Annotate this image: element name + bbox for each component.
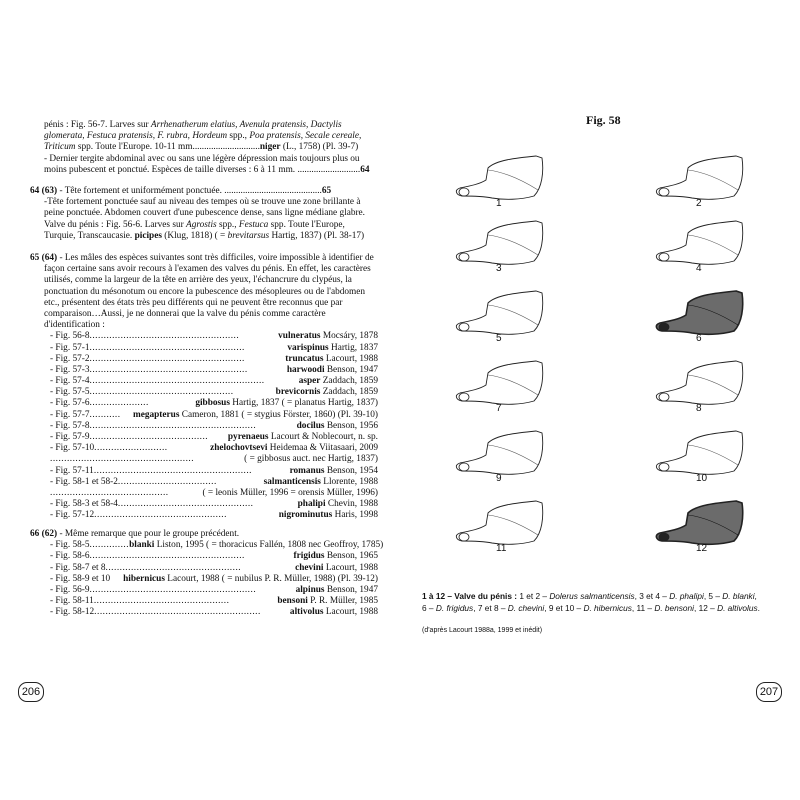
species-entry [30, 499, 378, 510]
text-line: moins pubescent et ponctué. Espèces de taille diverses : 6 à 11 mm. ...........................64 [44, 164, 370, 175]
species-epithet: salmanticensis [263, 476, 321, 487]
figure-number: 6 [696, 333, 702, 344]
species-epithet: harwoodi [286, 364, 325, 375]
leader-dots: ................................................... [89, 387, 234, 398]
species-epithet: nigrominutus [278, 510, 333, 521]
text-line: -Tête fortement ponctuée sauf au niveau des tempes où se trouve une zone brillante à [44, 197, 361, 208]
species-name [295, 563, 378, 574]
text-line: - Dernier tergite abdominal avec ou sans une légère dépression mais toujours plus ou [44, 153, 360, 164]
figure-ref: - Fig. 58-5 [50, 540, 90, 551]
species-entry [30, 354, 378, 365]
species-entry [30, 398, 378, 409]
species-authority: Benson, 1954 [324, 465, 378, 476]
species-entry [30, 365, 378, 376]
species-epithet: bensoni [277, 596, 308, 607]
leader-dots: ........... [89, 409, 121, 420]
species-epithet: pyrenaeus [227, 432, 269, 442]
figure-number: 8 [696, 403, 702, 414]
species-entry [30, 596, 378, 607]
valve-outline [656, 431, 742, 474]
leader-dots: ................................................ [117, 499, 254, 510]
species-entry [30, 477, 378, 488]
species-epithet: megapterus [132, 409, 180, 420]
valve-base [459, 253, 469, 261]
species-name [285, 354, 378, 365]
species-authority: Cameron, 1881 ( = stygius Förster, 1860) (Pl. 39-10) [179, 409, 378, 420]
species-authority: Llorente, 1988 [320, 476, 378, 487]
text-line: etc., présentent des états très peu différents qui ne peuvent être reconnus que par [44, 297, 343, 308]
species-epithet: alpinus [295, 584, 325, 595]
valve-base [459, 463, 469, 471]
leader-dots: ............................................... [94, 510, 227, 521]
species-name [296, 585, 378, 596]
leader-dots: .......................................... [89, 432, 209, 442]
valve-outline [656, 221, 742, 264]
figure-ref: - Fig. 57-3 [50, 364, 90, 375]
intro-block [30, 120, 378, 176]
species-entry [30, 410, 378, 421]
species-name [287, 365, 378, 376]
figure-ref: - Fig. 58-6 [50, 551, 90, 562]
valve-outline [456, 291, 542, 334]
species-name [133, 410, 378, 421]
text-line: ponctuation du mésonotum ou encore la pubescence des mésopleures ou de l'abdomen [44, 286, 366, 297]
figure-ref: - Fig. 58-1 et 58-2 [50, 476, 118, 487]
species-epithet: brevicornis [275, 387, 321, 398]
species-epithet: romanus [289, 465, 325, 476]
page-number: 207 [756, 682, 782, 702]
text-line: façon certaine sans avoir recours à l'examen des valves du pénis. En effet, les caractères [44, 264, 371, 275]
species-entry [30, 551, 378, 562]
leader-dots: ..................... [89, 398, 149, 409]
figure-ref: - Fig. 57-6 [50, 398, 90, 409]
couplet-65 [30, 253, 378, 522]
species-entry [30, 574, 378, 585]
species-authority: Benson, 1965 [324, 551, 378, 562]
species-authority: Heidemaa & Viitasaari, 2009 [267, 443, 378, 454]
species-epithet: varispinus [287, 342, 329, 353]
valve-inner-line [688, 445, 738, 465]
figure-ref: - Fig. 57-12 [50, 510, 95, 521]
valve-outline [456, 431, 542, 474]
figure-ref: - Fig. 56-8 [50, 331, 90, 342]
species-entry [30, 510, 378, 521]
species-name [277, 596, 378, 607]
figure-ref: - Fig. 57-2 [50, 353, 90, 364]
species-epithet: gibbosus [195, 398, 230, 409]
species-epithet: chevini [295, 562, 324, 573]
figure-credit: (d'après Lacourt 1988a, 1999 et inédit) [422, 627, 543, 634]
text-line: Triticum spp. Toute l'Europe. 10-11 mm.............................niger (L., 1758) (Pl. 39-7) [44, 142, 359, 153]
figure-ref: - Fig. 57-7 [50, 409, 90, 420]
species-authority: ( = gibbosus auct. nec Hartig, 1837) [244, 454, 378, 465]
figure-ref: - Fig. 57-1 [50, 342, 90, 353]
valve-outline [656, 361, 742, 404]
leader-dots: ........................................................... [94, 607, 261, 618]
couplet-64 [30, 186, 378, 242]
valve-outline [656, 156, 742, 199]
species-entry [30, 331, 378, 342]
species-entry [30, 540, 384, 551]
valve-outline [456, 361, 542, 404]
couplet-heading: 64 (63) - Tête fortement et uniformément ponctuée. ..........................................65 [30, 186, 332, 196]
figure-number: 11 [496, 543, 507, 554]
valve-outline [456, 221, 542, 264]
figure-number: 9 [496, 473, 502, 484]
valve-base [659, 533, 669, 541]
species-name [297, 421, 378, 432]
valve-inner-line [688, 235, 738, 255]
species-authority: Lacourt, 1988 [323, 607, 378, 618]
species-name [123, 574, 378, 585]
valve-base [659, 323, 669, 331]
species-authority: P. R. Müller, 1985 [307, 596, 378, 607]
species-authority: Zaddach, 1859 [320, 387, 378, 398]
species-authority: Lacourt & Noblecourt, n. sp. [268, 432, 378, 442]
figure-ref: - Fig. 57-11 [50, 465, 94, 476]
valve-base [659, 253, 669, 261]
species-entry [30, 563, 378, 574]
figure-title: Fig. 58 [586, 113, 621, 127]
species-entry [30, 585, 378, 596]
species-epithet: frigidus [293, 551, 325, 562]
species-epithet: truncatus [285, 353, 324, 364]
species-authority: Liston, 1995 ( = thoracicus Fallén, 1808 nec Geoffroy, 1785) [154, 540, 384, 551]
species-entry [30, 466, 378, 477]
valve-outline [656, 501, 742, 544]
species-name [244, 454, 378, 465]
species-name [264, 477, 378, 488]
leader-dots: ................................................ [93, 596, 230, 607]
species-epithet: asper [298, 376, 321, 387]
valve-inner-line [688, 170, 738, 190]
caption-line: 1 à 12 – Valve du pénis : 1 et 2 – Dolerus salmanticensis, 3 et 4 – D. phalipi, 5 – D. blanki, [422, 591, 757, 601]
valve-base [659, 393, 669, 401]
leader-dots: ................................................ [105, 562, 242, 573]
figure-ref: - Fig. 57-5 [50, 387, 90, 398]
figure-number: 3 [496, 263, 502, 274]
text-line: glomerata, Festuca pratensis, F. rubra, Hordeum spp., Poa pratensis, Secale cereale, [44, 131, 362, 142]
species-epithet: altivolus [289, 607, 324, 618]
text-line: pénis : Fig. 56-7. Larves sur Arrhenatherum elatius, Avenula pratensis, Dactylis [44, 120, 342, 130]
caption-line: 6 – D. frigidus, 7 et 8 – D. chevini, 9 et 10 – D. hibernicus, 11 – D. bensoni, 12 – D. altivolus. [422, 603, 760, 613]
figure-ref: - Fig. 58-7 et 8 [50, 562, 106, 573]
valve-inner-line [488, 235, 538, 255]
species-epithet: vulneratus [278, 331, 321, 342]
species-authority: Haris, 1998 [332, 510, 378, 521]
valve-outline [456, 501, 542, 544]
valve-base [459, 323, 469, 331]
leader-dots: ................................... [117, 476, 217, 487]
species-name [195, 398, 378, 409]
figure-ref: - Fig. 58-9 et 10 [50, 573, 111, 584]
species-authority: Hartig, 1837 [328, 342, 378, 353]
figure-ref: - Fig. 57-8 [50, 420, 90, 431]
couplet-heading: 66 (62) - Même remarque que pour le groupe précédent. [30, 529, 240, 539]
leader-dots: ........................................................... [89, 420, 257, 431]
valve-base [659, 188, 669, 196]
species-authority: Zaddach, 1859 [320, 376, 378, 387]
species-name [228, 432, 378, 443]
species-name [298, 499, 378, 510]
valve-outline [456, 156, 542, 199]
species-name [279, 510, 378, 521]
page-number: 206 [18, 682, 44, 702]
figure-caption [422, 590, 782, 614]
valve-inner-line [688, 375, 738, 395]
text-line: comparaison…Aussi, je ne donnerai que la valve du pénis comme caractère [44, 308, 326, 319]
figure-ref: - Fig. 58-3 et 58-4 [50, 499, 118, 510]
leader-dots: ........................................................... [89, 584, 257, 595]
figure-number: 4 [696, 263, 702, 274]
couplet-66 [30, 529, 384, 619]
figure-ref: - Fig. 57-10 [50, 443, 95, 454]
leader-dots: .......................................... [50, 487, 169, 498]
figure-number: 12 [696, 543, 708, 554]
valve-inner-line [488, 375, 538, 395]
species-entry [30, 432, 378, 443]
species-entry [30, 607, 378, 618]
species-authority: Chevin, 1988 [325, 499, 378, 510]
figure-number: 2 [696, 198, 702, 209]
figure-ref: - Fig. 57-9 [50, 432, 90, 442]
text-line: d'identification : [44, 320, 105, 331]
figure-number: 10 [696, 473, 708, 484]
species-name [278, 331, 378, 342]
right-page [400, 0, 800, 800]
species-authority: Benson, 1947 [324, 364, 378, 375]
species-authority: ( = leonis Müller, 1996 = orensis Müller, 1996) [202, 487, 378, 498]
valve-base [459, 533, 469, 541]
species-epithet: phalipi [297, 499, 326, 510]
leader-dots: ........................................................ [93, 465, 252, 476]
leader-dots: .............................................................. [89, 376, 265, 387]
species-name [290, 607, 378, 618]
valve-base [459, 393, 469, 401]
leader-dots: ....................................................... [89, 353, 245, 364]
species-entry [30, 376, 378, 387]
figure-ref: - Fig. 57-4 [50, 376, 90, 387]
species-list-65 [30, 331, 378, 521]
species-entry [30, 343, 378, 354]
species-name [299, 376, 378, 387]
figure-number: 1 [496, 198, 502, 209]
species-epithet: blanki [129, 540, 155, 551]
species-entry [30, 387, 378, 398]
leader-dots: ........................................................ [89, 364, 248, 375]
species-name [129, 540, 383, 551]
species-authority: Lacourt, 1988 [323, 562, 378, 573]
species-list-66 [30, 540, 384, 618]
species-name [290, 466, 378, 477]
valve-inner-line [488, 305, 538, 325]
text-line: Turquie, Transcaucasie. picipes (Klug, 1818) ( = brevitarsus Hartig, 1837) (Pl. 38-17) [44, 230, 365, 241]
figure-ref: - Fig. 58-12 [50, 607, 95, 618]
valve-inner-line [488, 170, 538, 190]
species-epithet: zhelochovtsevi [210, 443, 268, 454]
species-name [294, 551, 378, 562]
valve-base [459, 188, 469, 196]
species-authority: Benson, 1956 [324, 420, 378, 431]
leader-dots [110, 574, 123, 585]
valve-inner-line [488, 515, 538, 535]
leader-dots: ....................................................... [89, 551, 245, 562]
species-name [287, 343, 378, 354]
valve-outline [656, 291, 742, 334]
species-name [210, 443, 378, 454]
figure-number: 7 [496, 403, 502, 414]
species-name [202, 488, 378, 499]
species-entry [30, 421, 378, 432]
figure-ref: - Fig. 58-11 [50, 596, 94, 607]
text-line: Valve du pénis : Fig. 56-6. Larves sur Agrostis spp., Festuca spp. Toute l'Europe, [44, 219, 345, 230]
valve-inner-line [488, 445, 538, 465]
species-epithet: hibernicus [123, 573, 165, 584]
leader-dots: .......................... [94, 443, 168, 454]
species-entry [30, 443, 378, 454]
text-line: utilisés, comme la largeur de la tête en arrière des yeux, l'échancrure du clypéus, la [44, 275, 352, 286]
leader-dots: ................................................... [50, 454, 195, 465]
species-name [276, 387, 378, 398]
species-authority: Benson, 1947 [324, 584, 378, 595]
leader-dots: ..................................................... [89, 331, 240, 342]
leader-dots: .............. [89, 540, 130, 551]
species-entry [30, 454, 378, 465]
species-epithet: docilus [296, 420, 325, 431]
leader-dots: ....................................................... [89, 342, 245, 353]
couplet-heading: 65 (64) - Les mâles des espèces suivantes sont très difficiles, voire impossible à identifier de [30, 253, 374, 263]
species-authority: Mocsáry, 1878 [320, 331, 378, 342]
species-authority: Hartig, 1837 ( = planatus Hartig, 1837) [229, 398, 378, 409]
species-entry [30, 488, 378, 499]
valve-base [659, 463, 669, 471]
species-authority: Lacourt, 1988 ( = nubilus P. R. Müller, 1988) (Pl. 39-12) [164, 573, 378, 584]
figure-number: 5 [496, 333, 502, 344]
species-authority: Lacourt, 1988 [323, 353, 378, 364]
text-line: peine ponctuée. Abdomen couvert d'une pubescence dense, sans ligne médiane glabre. [44, 208, 366, 219]
figure-ref: - Fig. 56-9 [50, 584, 90, 595]
